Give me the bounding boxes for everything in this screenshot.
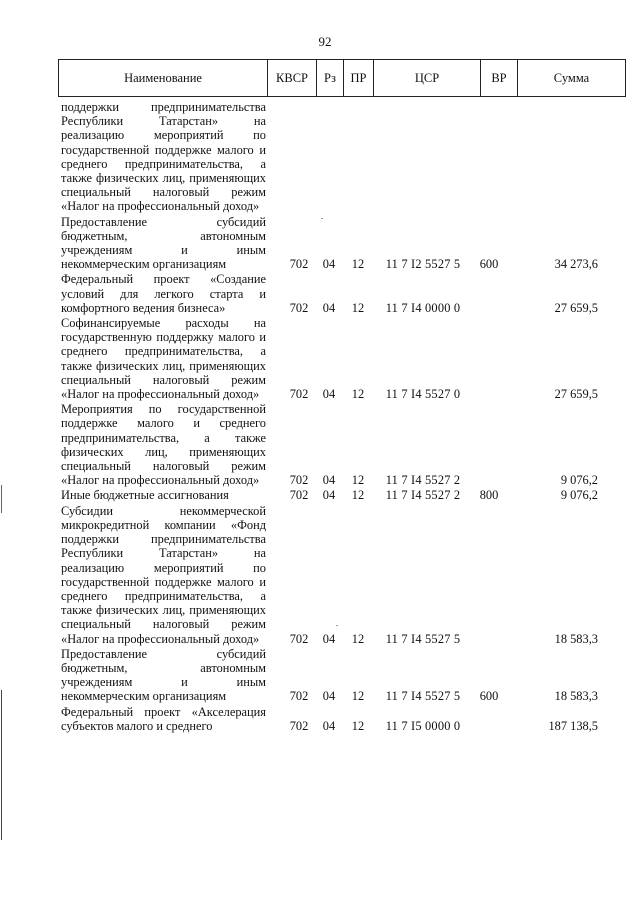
scan-margin-line [1,690,2,840]
row-name: Предоставление субсидий бюджетным, автономным учреждениям и иным некоммерческим организациям [61,646,266,704]
row-name: Федеральный проект «Акселерация субъектов малого и среднего [61,704,266,733]
row-pr: 12 [351,689,365,704]
header-sum: Сумма [518,60,626,97]
row-csr: 11 7 I5 0000 0 [385,718,461,733]
row-csr: 11 7 I4 5527 5 [385,631,461,646]
row-sum: 27 659,5 [554,387,598,402]
table-row [0,100,640,214]
row-name: Федеральный проект «Создание условий для легкого старта и комфортного ведения бизнеса» [61,272,266,315]
row-csr: 11 7 I4 5527 2 [385,473,461,488]
header-kvsr: КВСР [268,60,317,97]
row-name: Иные бюджетные ассигнования [61,488,229,503]
scan-speck [321,218,323,219]
row-kvsr: 702 [289,473,309,488]
row-sum: 18 583,3 [554,689,598,704]
row-name: поддержки предпринимательства Республики Татарстан» на реализацию мероприятий по государственной поддержке малого и среднего предпринимательства, а также физических лиц, применяющих специальный налоговый режим «Налог на профессиональный доход» [61,100,266,214]
header-name: Наименование [59,60,268,97]
row-rz: 04 [322,631,336,646]
row-sum: 9 076,2 [560,473,598,488]
table-row [0,402,640,487]
row-sum: 187 138,5 [548,718,598,733]
row-pr: 12 [351,387,365,402]
row-sum: 34 273,6 [554,257,598,272]
table-row [0,504,640,646]
row-rz: 04 [322,257,336,272]
table-row [0,647,640,704]
row-kvsr: 702 [289,387,309,402]
row-sum: 18 583,3 [554,631,598,646]
row-pr: 12 [351,488,365,503]
row-name: Мероприятия по государственной поддержке малого и среднего предпринимательства, а также физических лиц, применяющих специальный налоговый режим «Налог на профессиональный доход» [61,402,266,488]
row-kvsr: 702 [289,631,309,646]
page-number: 92 [318,34,332,49]
row-csr: 11 7 I4 5527 5 [385,689,461,704]
row-pr: 12 [351,631,365,646]
row-vr: 800 [479,488,499,503]
row-kvsr: 702 [289,689,309,704]
row-name: Софинансируемые расходы на государственную поддержку малого и среднего предпринимательства, а также физических лиц, применяющих специальный налоговый режим «Налог на профессиональный доход» [61,316,266,402]
table-row [0,272,640,315]
row-name: Предоставление субсидий бюджетным, автономным учреждениям и иным некоммерческим организациям [61,214,266,272]
row-kvsr: 702 [289,300,309,315]
row-csr: 11 7 I4 0000 0 [385,300,461,315]
row-sum: 9 076,2 [560,488,598,503]
row-rz: 04 [322,300,336,315]
row-csr: 11 7 I4 5527 0 [385,387,461,402]
table-row [0,705,640,733]
row-pr: 12 [351,718,365,733]
row-csr: 11 7 I4 5527 2 [385,488,461,503]
row-rz: 04 [322,387,336,402]
row-pr: 12 [351,473,365,488]
scan-speck [336,625,338,626]
header-rz: Рз [317,60,344,97]
row-csr: 11 7 I2 5527 5 [385,257,461,272]
table-row [0,488,640,502]
table-row [0,316,640,401]
header-vr: ВР [481,60,518,97]
table-header [58,59,626,97]
row-vr: 600 [479,257,499,272]
row-rz: 04 [322,689,336,704]
row-rz: 04 [322,488,336,503]
row-name: Субсидии некоммерческой микрокредитной компании «Фонд поддержки предпринимательства Республики Татарстан» на реализацию мероприятий по государственной поддержке малого и среднего предпринимательства, а также физических лиц, применяющих специальный налоговый режим «Налог на профессиональный доход» [61,503,266,646]
row-kvsr: 702 [289,257,309,272]
row-rz: 04 [322,473,336,488]
header-csr: ЦСР [374,60,481,97]
row-pr: 12 [351,257,365,272]
row-kvsr: 702 [289,488,309,503]
table-row [0,215,640,272]
row-vr: 600 [479,689,499,704]
row-pr: 12 [351,300,365,315]
row-sum: 27 659,5 [554,300,598,315]
header-pr: ПР [344,60,374,97]
scan-margin-mark [1,485,2,513]
row-rz: 04 [322,718,336,733]
table-body [0,100,640,733]
row-kvsr: 702 [289,718,309,733]
